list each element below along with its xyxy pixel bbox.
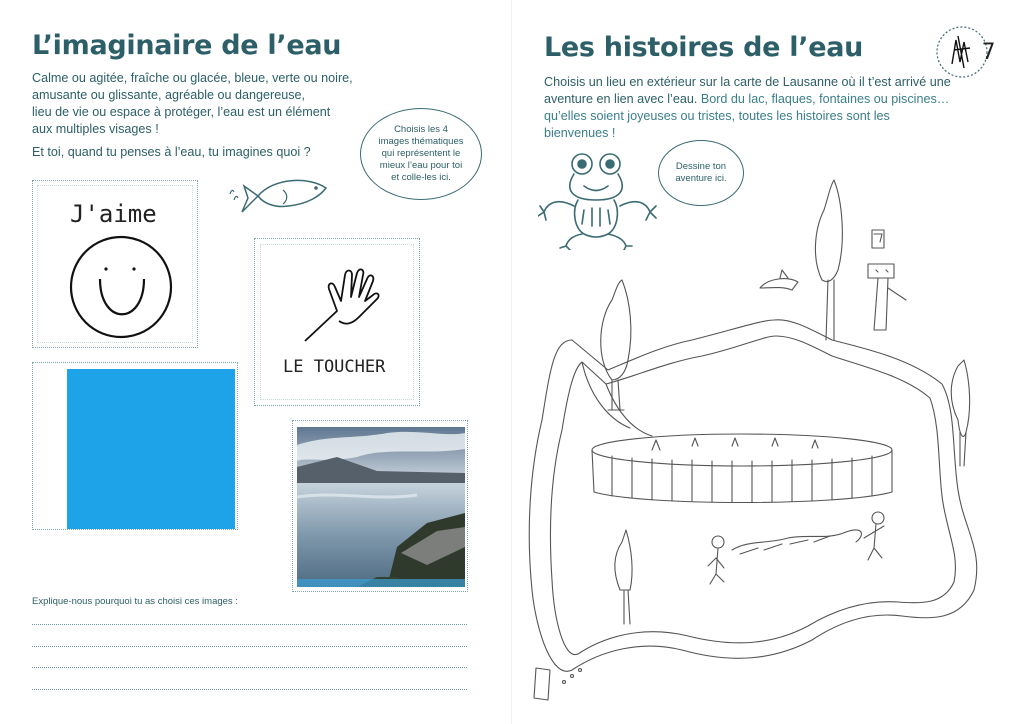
- right-page: [512, 0, 1024, 724]
- intro-line: amusante ou glissante, agréable ou dangereuse,: [32, 88, 306, 102]
- bubble-line: aventure ici.: [675, 173, 727, 184]
- explain-label: Explique-nous pourquoi tu as choisi ces images :: [32, 596, 238, 607]
- bubble-line: mieux l’eau pour toi: [379, 160, 463, 171]
- answer-line-3[interactable]: [32, 667, 467, 668]
- intro-part-1: Choisis un lieu en extérieur sur la carte de Lausanne où il t’est arrivé une aventure en lien avec l’eau.: [544, 75, 951, 106]
- intro-line: aux multiples visages !: [32, 122, 159, 136]
- bubble-line: et colle-les ici.: [391, 172, 451, 183]
- page-mark-number: 7: [982, 40, 996, 65]
- answer-line-2[interactable]: [32, 646, 467, 647]
- card-toucher: [260, 244, 414, 400]
- right-intro: [544, 74, 954, 142]
- instruction-bubble: [360, 108, 482, 200]
- card-toucher-text: LE TOUCHER: [283, 357, 386, 377]
- intro-line: lieu de vie ou espace à protéger, l’eau est un élément: [32, 105, 331, 119]
- answer-line-4[interactable]: [32, 689, 467, 690]
- image-slot-1: [32, 180, 198, 348]
- bubble-line: qui représentent le: [381, 148, 461, 159]
- bubble-line: Dessine ton: [675, 161, 727, 172]
- smiley-drawing: [68, 234, 174, 340]
- card-jaime-text: J'aime: [70, 200, 157, 228]
- answer-line-1[interactable]: [32, 624, 467, 625]
- blue-color-card: [67, 369, 235, 529]
- image-slot-3: [32, 362, 238, 530]
- left-page-title: L’imaginaire de l’eau: [32, 30, 342, 61]
- right-page-title: Les histoires de l’eau: [544, 32, 864, 63]
- image-slot-4: [292, 420, 468, 592]
- card-jaime: [37, 185, 193, 343]
- fish-illustration: [228, 168, 338, 224]
- hand-drawing: [301, 267, 381, 345]
- intro-line: Calme ou agitée, fraîche ou glacée, bleue, verte ou noire,: [32, 71, 353, 85]
- left-question: Et toi, quand tu penses à l’eau, tu imagines quoi ?: [32, 145, 311, 159]
- image-slot-2: [254, 238, 420, 406]
- intro-part-2: Bord du lac, flaques, fontaines ou piscines… qu’elles soient joyeuses ou tristes, toutes les histoires sont les bienvenues !: [544, 92, 950, 140]
- lake-photo: [297, 427, 465, 587]
- bubble-line: images thématiques: [378, 136, 464, 147]
- child-map-drawing[interactable]: [512, 170, 1024, 724]
- left-intro: [32, 70, 412, 138]
- bubble-line: Choisis les 4: [394, 124, 448, 135]
